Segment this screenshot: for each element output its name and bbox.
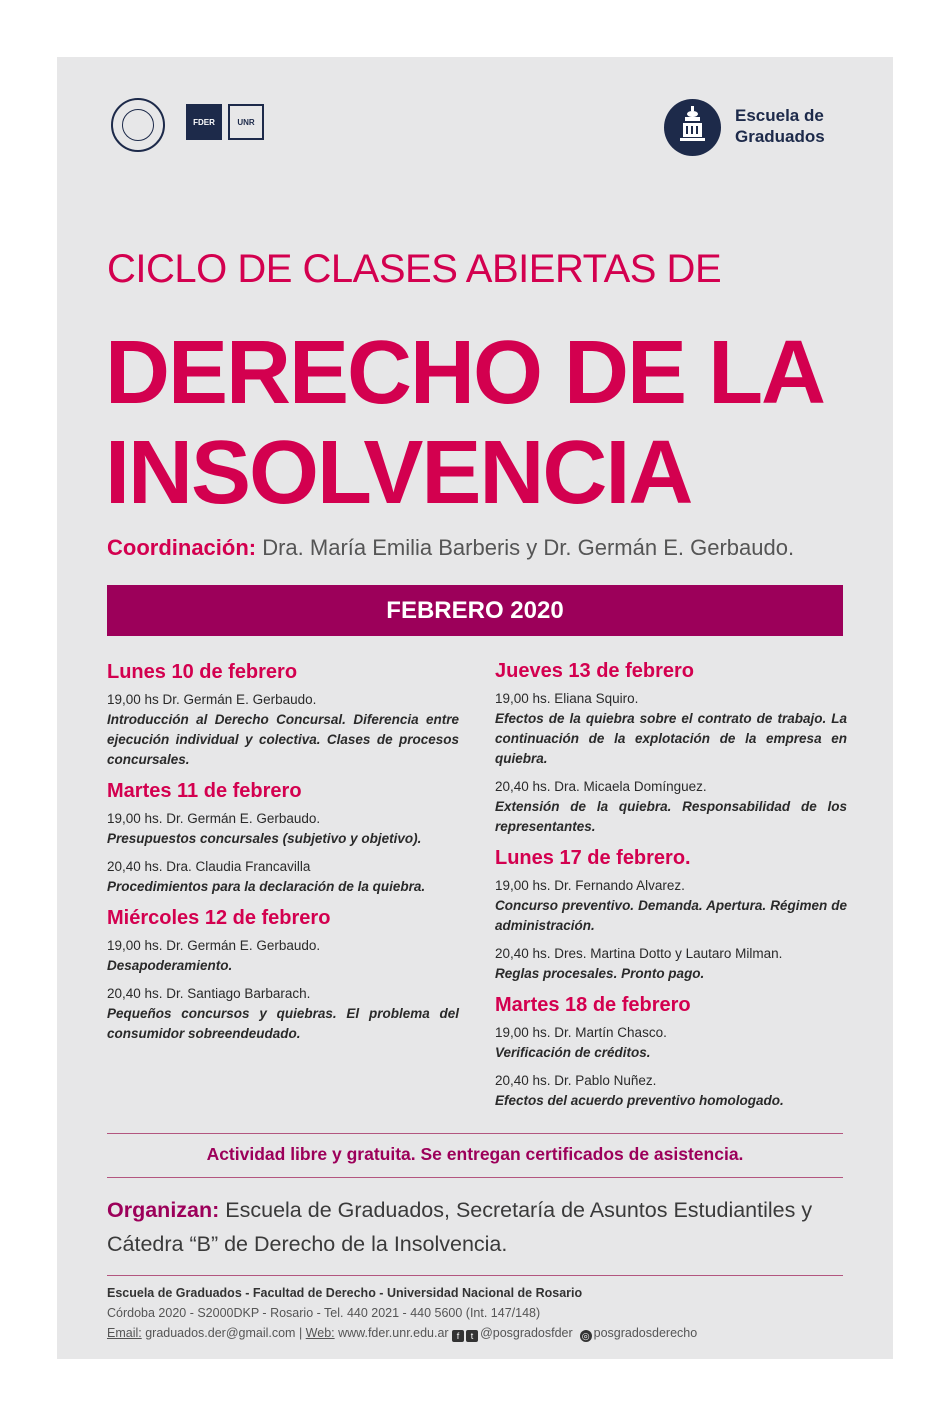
session-topic: Verificación de créditos. — [495, 1045, 651, 1060]
schedule-right-column — [495, 660, 847, 1121]
day-section — [107, 780, 459, 897]
session-entry — [495, 777, 847, 837]
free-activity-notice: Actividad libre y gratuita. Se entregan certificados de asistencia. — [206, 1144, 744, 1164]
session-topic: Extensión de la quiebra. Responsabilidad de los representantes. — [495, 799, 847, 834]
session-speaker: 19,00 hs Dr. Germán E. Gerbaudo. — [107, 692, 317, 707]
session-speaker: 19,00 hs. Dr. Germán E. Gerbaudo. — [107, 938, 321, 953]
day-section — [107, 661, 459, 770]
footer-institution: Escuela de Graduados - Facultad de Derecho - Universidad Nacional de Rosario — [107, 1286, 583, 1300]
escuela-graduados-logo-text — [735, 105, 825, 147]
poster — [57, 57, 893, 1359]
session-topic: Reglas procesales. Pronto pago. — [495, 966, 705, 981]
facebook-icon[interactable]: f — [452, 1330, 464, 1342]
session-speaker: 20,40 hs. Dr. Santiago Barbarach. — [107, 986, 311, 1001]
social-handle-fder[interactable]: @posgradosfder — [480, 1326, 573, 1340]
twitter-icon[interactable]: t — [466, 1330, 478, 1342]
title-line2: DERECHO DE LA — [105, 323, 825, 423]
session-topic: Desapoderamiento. — [107, 958, 233, 973]
day-heading: Lunes 10 de febrero — [107, 661, 298, 683]
day-heading: Miércoles 12 de febrero — [107, 907, 331, 929]
escuela-line2: Graduados — [735, 127, 825, 146]
session-topic: Procedimientos para la declaración de la quiebra. — [107, 879, 426, 894]
escuela-line1: Escuela de — [735, 106, 824, 125]
session-topic: Presupuestos concursales (subjetivo y objetivo). — [107, 831, 422, 846]
coordination — [107, 535, 794, 561]
session-speaker: 19,00 hs. Dr. Martín Chasco. — [495, 1025, 667, 1040]
session-topic: Pequeños concursos y quiebras. El problema del consumidor sobreendeudado. — [107, 1006, 459, 1041]
web-label: Web: — [305, 1326, 335, 1340]
footer-address: Córdoba 2020 - S2000DKP - Rosario - Tel. 440 2021 - 440 5600 (Int. 147/148) — [107, 1306, 541, 1320]
coordination-names: Dra. María Emilia Barberis y Dr. Germán E. Gerbaudo. — [256, 535, 795, 560]
schedule-left-column — [107, 661, 459, 1054]
day-heading: Martes 18 de febrero — [495, 994, 691, 1016]
session-speaker: 20,40 hs. Dr. Pablo Nuñez. — [495, 1073, 657, 1088]
web-link[interactable]: www.fder.unr.edu.ar — [334, 1326, 453, 1340]
session-speaker: 19,00 hs. Eliana Squiro. — [495, 691, 639, 706]
session-speaker: 20,40 hs. Dra. Micaela Domínguez. — [495, 779, 707, 794]
title-line3: INSOLVENCIA — [105, 423, 692, 523]
session-topic: Efectos del acuerdo preventivo homologado. — [495, 1093, 784, 1108]
session-topic: Efectos de la quiebra sobre el contrato de trabajo. La continuación de la explotación de la empresa en quiebra. — [495, 711, 847, 766]
email-label: Email: — [107, 1326, 142, 1340]
unr-seal-logo — [111, 98, 165, 152]
session-speaker: 19,00 hs. Dr. Fernando Alvarez. — [495, 878, 685, 893]
footer-contact — [107, 1326, 697, 1342]
session-entry — [107, 857, 459, 897]
day-section — [495, 847, 847, 984]
session-entry — [495, 944, 847, 984]
divider — [107, 1275, 843, 1276]
session-speaker: 19,00 hs. Dr. Germán E. Gerbaudo. — [107, 811, 321, 826]
session-entry — [107, 984, 459, 1044]
divider — [107, 1133, 843, 1134]
session-speaker: 20,40 hs. Dres. Martina Dotto y Lautaro Milman. — [495, 946, 783, 961]
session-entry — [495, 1071, 847, 1111]
session-topic: Introducción al Derecho Concursal. Diferencia entre ejecución individual y colectiva. Clases de procesos concursales. — [107, 712, 459, 767]
month-banner: FEBRERO 2020 — [107, 585, 843, 636]
day-section — [107, 907, 459, 1044]
day-section — [495, 660, 847, 837]
organizers-label: Organizan: — [107, 1198, 220, 1222]
session-entry — [107, 690, 459, 770]
session-entry — [495, 876, 847, 936]
session-topic: Concurso preventivo. Demanda. Apertura. Régimen de administración. — [495, 898, 847, 933]
divider — [107, 1177, 843, 1178]
fder-logo: FDER — [186, 104, 222, 140]
coordination-label: Coordinación: — [107, 535, 257, 560]
day-section — [495, 994, 847, 1111]
day-heading: Lunes 17 de febrero. — [495, 847, 691, 869]
organizers — [107, 1193, 847, 1261]
day-heading: Martes 11 de febrero — [107, 780, 302, 802]
email-link[interactable]: graduados.der@gmail.com | — [141, 1326, 306, 1340]
session-entry — [107, 809, 459, 849]
session-speaker: 20,40 hs. Dra. Claudia Francavilla — [107, 859, 311, 874]
session-entry — [107, 936, 459, 976]
unr-logo: UNR — [228, 104, 264, 140]
session-entry — [495, 1023, 847, 1063]
social-handle-derecho[interactable]: posgradosderecho — [593, 1326, 698, 1340]
escuela-graduados-logo-icon — [664, 99, 721, 156]
organizers-text: Escuela de Graduados, Secretaría de Asuntos Estudiantiles y Cátedra “B” de Derecho de la Insolvencia. — [107, 1198, 813, 1256]
day-heading: Jueves 13 de febrero — [495, 660, 694, 682]
instagram-icon[interactable]: ◎ — [580, 1330, 592, 1342]
session-entry — [495, 689, 847, 769]
title-line1: CICLO DE CLASES ABIERTAS DE — [107, 247, 722, 291]
